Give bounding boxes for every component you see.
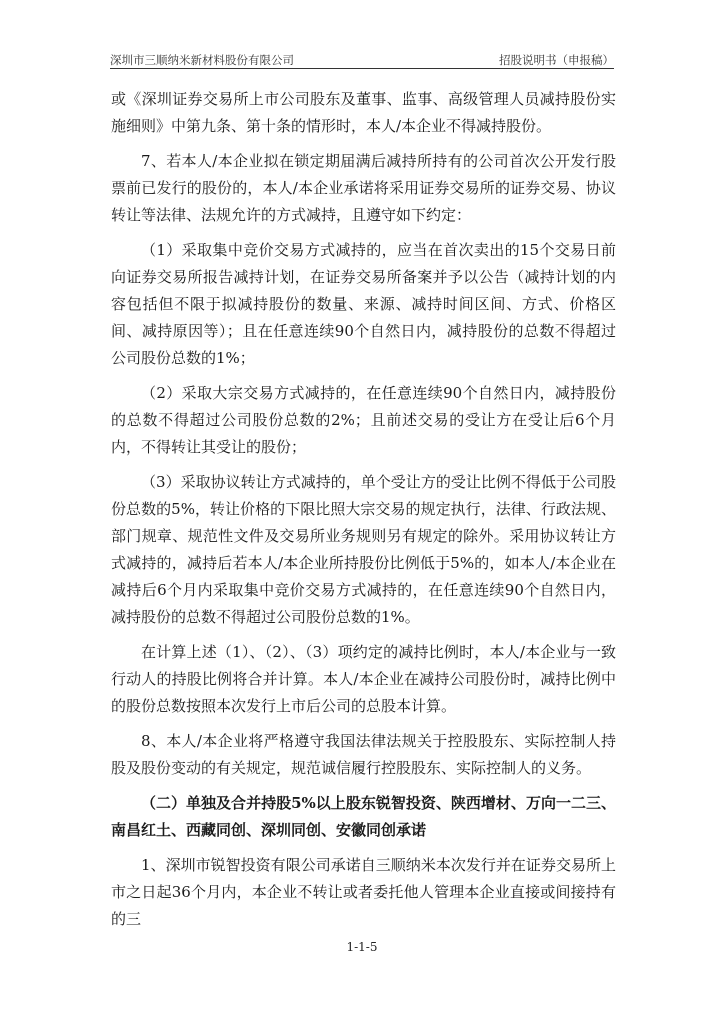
header-document-title: 招股说明书（申报稿） bbox=[499, 53, 614, 67]
paragraph-item-7: 7、若本人/本企业拟在锁定期届满后减持所持有的公司首次公开发行股票前已发行的股份的，本人/本企业承诺将采用证券交易所的证券交易、协议转让等法律、法规允许的方式减持，且遵守如下约定： bbox=[111, 152, 616, 224]
paragraph-subitem-2: （2）采取大宗交易方式减持的，在任意连续90个自然日内，减持股份的总数不得超过公司股份总数的2%；且前述交易的受让方在受让后6个月内，不得转让其受让的股份； bbox=[111, 384, 616, 456]
paragraph-subitem-1: （1）采取集中竞价交易方式减持的，应当在首次卖出的15个交易日前向证券交易所报告减持计划，在证券交易所备案并予以公告（减持计划的内容包括但不限于拟减持股份的数量、来源、减持时间区间、方式、价格区间、减持原因等）；且在任意连续90个自然日内，减持股份的总数不得超过公司股份总数的1%； bbox=[111, 241, 616, 367]
header-divider bbox=[110, 68, 614, 69]
page-header bbox=[110, 48, 614, 68]
document-body bbox=[111, 86, 616, 941]
paragraph-continuation: 或《深圳证券交易所上市公司股东及董事、监事、高级管理人员减持股份实施细则》中第九条、第十条的情形时，本人/本企业不得减持股份。 bbox=[111, 90, 616, 135]
paragraph-subitem-3: （3）采取协议转让方式减持的，单个受让方的受让比例不得低于公司股份总数的5%，转让价格的下限比照大宗交易的规定执行，法律、行政法规、部门规章、规范性文件及交易所业务规则另有规定的除外。采用协议转让方式减持的，减持后若本人/本企业所持股份比例低于5%的，如本人/本企业在减持后6个月内采取集中竞价交易方式减持的，在任意连续90个自然日内，减持股份的总数不得超过公司股份总数的1%。 bbox=[111, 473, 616, 626]
paragraph-calculation: 在计算上述（1）、（2）、（3）项约定的减持比例时，本人/本企业与一致行动人的持股比例将合并计算。本人/本企业在减持公司股份时，减持比例中的股份总数按照本次发行上市后公司的总股本计算。 bbox=[111, 643, 616, 715]
paragraph-commitment-1: 1、深圳市锐智投资有限公司承诺自三顺纳米本次发行并在证券交易所上市之日起36个月内，本企业不转让或者委托他人管理本企业直接或间接持有的三 bbox=[111, 856, 616, 928]
paragraph-item-8: 8、本人/本企业将严格遵守我国法律法规关于控股股东、实际控制人持股及股份变动的有关规定，规范诚信履行控股股东、实际控制人的义务。 bbox=[111, 732, 616, 777]
header-company-name: 深圳市三顺纳米新材料股份有限公司 bbox=[110, 53, 294, 67]
section-heading: （二）单独及合并持股5%以上股东锐智投资、陕西增材、万向一二三、南昌红土、西藏同创、深圳同创、安徽同创承诺 bbox=[111, 794, 616, 839]
page-number: 1-1-5 bbox=[346, 940, 378, 954]
